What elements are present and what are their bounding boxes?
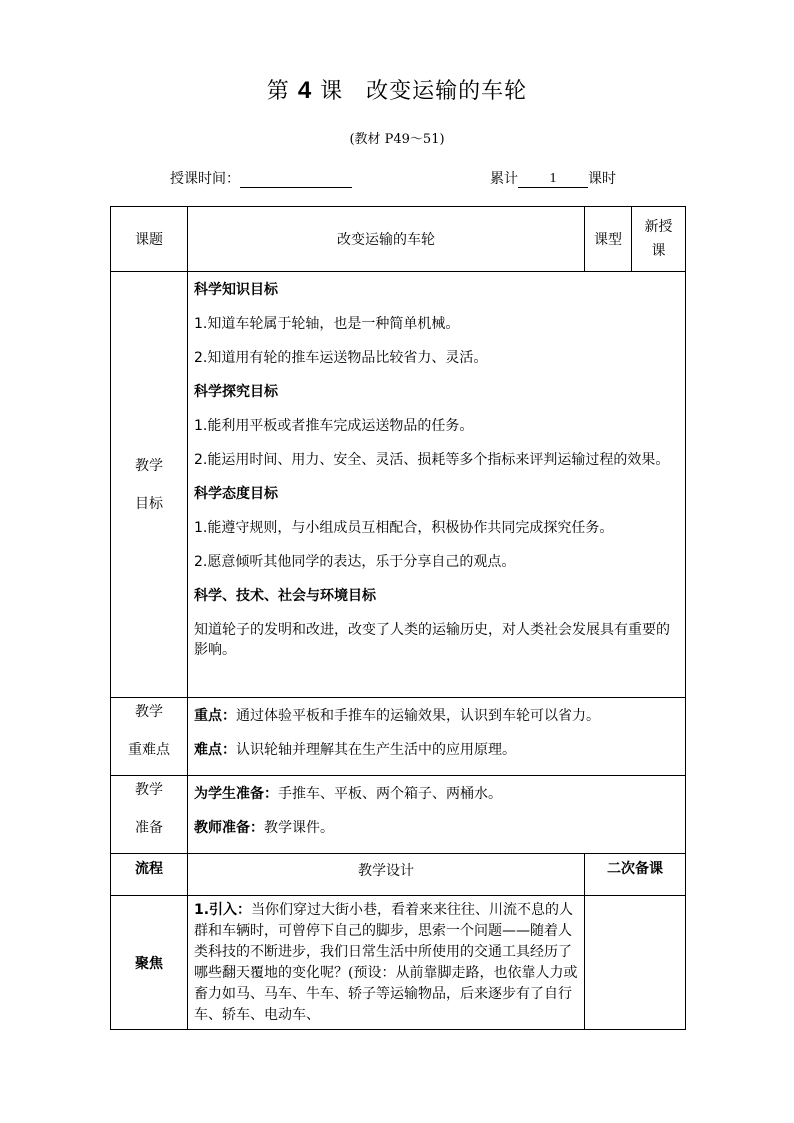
topic-row [111,207,686,272]
prep-content [188,776,686,854]
attitude-goal-1: 1.能遵守规则，与小组成员互相配合，积极协作共同完成探究任务。 [194,520,614,536]
title-number: 4 [297,77,313,104]
page-title [0,74,794,105]
teacher-prep-text: 教学课件。 [264,820,334,836]
intro-text: 当你们穿过大街小巷，看着来来往往、川流不息的人群和车辆时，可曾停下自己的脚步，思索一个问题——随着人类科技的不断进步，我们日常生活中所使用的交通工具经历了哪些翻天覆地的变化呢？ [194,902,574,981]
total-label: 累计 [490,171,518,187]
prep-label-line2: 准备 [135,820,163,836]
knowledge-goal-1: 1.知道车轮属于轮轴，也是一种简单机械。 [194,316,460,332]
goals-label-line1: 教学 [135,457,163,474]
goals-label [111,272,188,698]
knowledge-goal-heading: 科学知识目标 [194,282,278,298]
keypoints-label-line2: 重难点 [128,742,170,758]
inquiry-goal-1: 1.能利用平板或者推车完成运送物品的任务。 [194,418,474,434]
attitude-goal-heading: 科学态度目标 [194,486,278,502]
difficulty-text: 认识轮轴并理解其在生产生活中的应用原理。 [236,742,516,758]
teaching-time [170,168,352,188]
teaching-time-blank [240,171,352,188]
prep-label [111,776,188,854]
focus-content [188,896,585,1030]
total-value: 1 [518,171,588,188]
goals-row [111,272,686,698]
knowledge-goal-2: 2.知道用有轮的推车运送物品比较省力、灵活。 [194,350,488,366]
second-prep-cell [585,896,686,1030]
intro-note: (预设：从前靠脚走路，也依靠人力或畜力如马、马车、牛车、轿子等运输物品，后来逐步有了自行车、轿车、电动车、 [194,965,578,1023]
inquiry-goal-2: 2.能运用时间、用力、安全、灵活、损耗等多个指标来评判运输过程的效果。 [194,452,670,468]
student-prep-label: 为学生准备： [194,786,278,802]
second-prep-header: 二次备课 [585,854,686,896]
prep-row [111,776,686,854]
design-header: 教学设计 [188,854,585,896]
title-text: 课 改变运输的车轮 [320,79,528,104]
type-value: 新授课 [632,207,686,272]
attitude-goal-2: 2.愿意倾听其他同学的表达，乐于分享自己的观点。 [194,554,516,570]
goals-label-line2: 目标 [135,495,163,512]
keypoints-label-line1: 教学 [135,704,163,720]
difficulty-label: 难点： [194,742,236,758]
teaching-time-label: 授课时间： [170,171,240,187]
key-point-text: 通过体验平板和手推车的运输效果，认识到车轮可以省力。 [236,708,600,724]
prep-label-line1: 教学 [135,782,163,798]
sts-goal-heading: 科学、技术、社会与环境目标 [194,588,376,604]
title-prefix: 第 [266,79,290,104]
subtitle: (教材 P49～51) [349,132,445,147]
goals-content [188,272,686,698]
teacher-prep-label: 教师准备： [194,820,264,836]
keypoints-content [188,698,686,776]
keypoints-row [111,698,686,776]
total-unit: 课时 [588,171,616,187]
flow-header: 流程 [111,854,188,896]
student-prep-text: 手推车、平板、两个箱子、两桶水。 [278,786,502,802]
intro-label: 1.引入： [194,902,252,918]
type-label: 课型 [585,207,632,272]
key-point-label: 重点： [194,708,236,724]
lesson-table [110,206,686,1030]
topic-value: 改变运输的车轮 [188,207,585,272]
focus-label: 聚焦 [111,896,188,1030]
total-periods [490,168,616,188]
keypoints-label [111,698,188,776]
focus-row [111,896,686,1030]
inquiry-goal-heading: 科学探究目标 [194,384,278,400]
sts-goal-1: 知道轮子的发明和改进，改变了人类的运输历史，对人类社会发展具有重要的影响。 [194,622,670,658]
flow-header-row [111,854,686,896]
topic-label: 课题 [111,207,188,272]
